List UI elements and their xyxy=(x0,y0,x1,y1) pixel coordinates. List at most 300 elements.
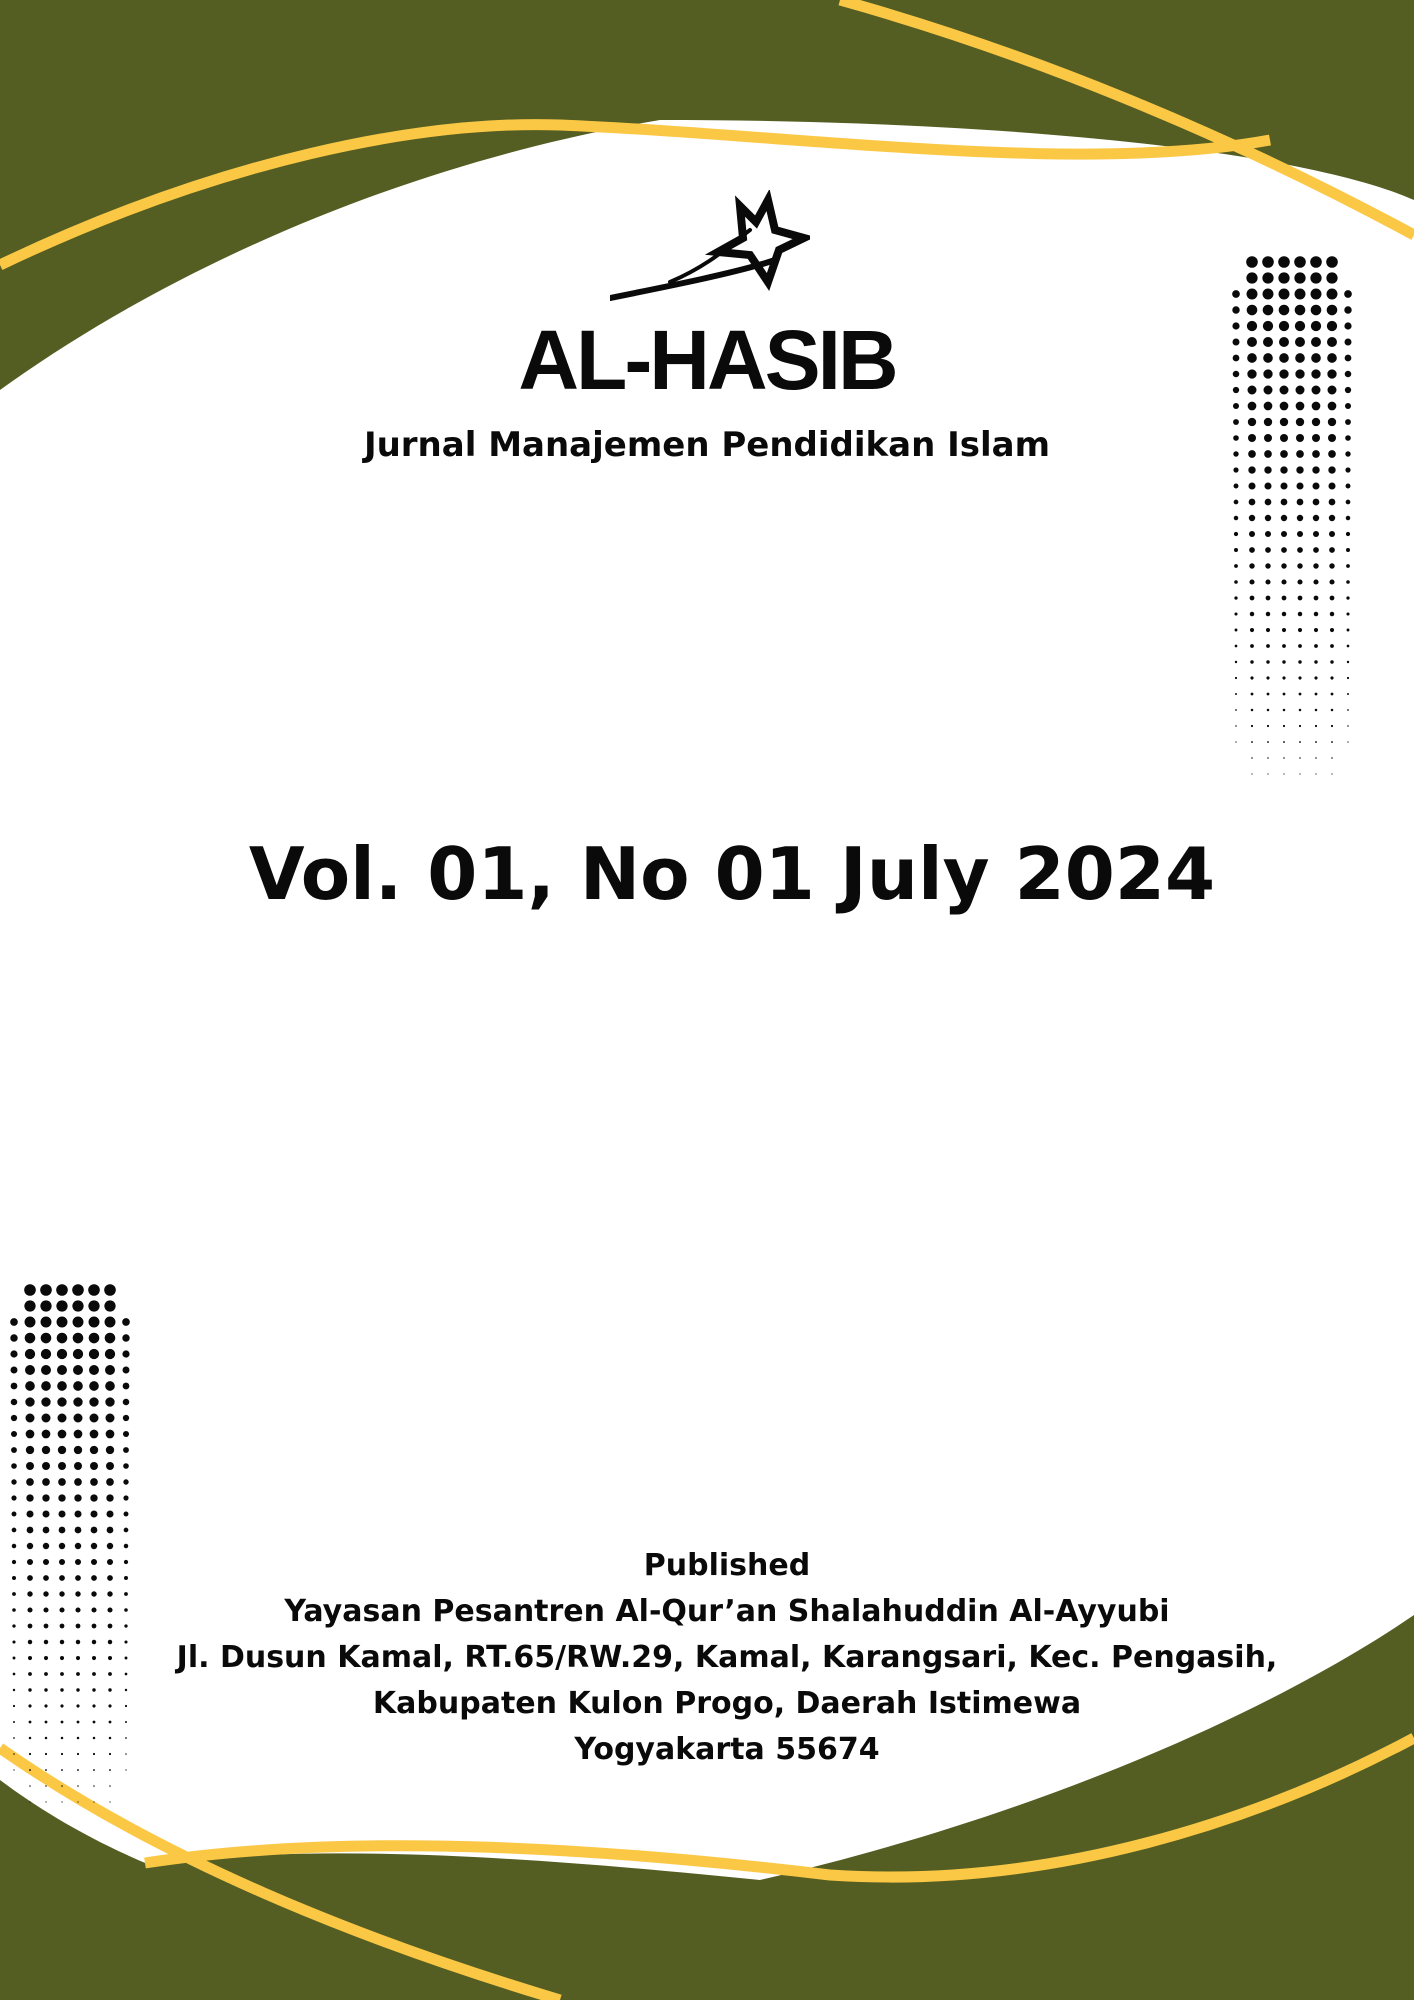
halftone-dot xyxy=(1310,256,1322,268)
halftone-dot xyxy=(1294,256,1306,268)
halftone-dot xyxy=(1282,676,1285,679)
halftone-dot xyxy=(1233,403,1239,409)
halftone-dot xyxy=(61,1785,63,1787)
halftone-dot xyxy=(1264,402,1273,411)
halftone-dot xyxy=(1329,579,1334,584)
halftone-dot xyxy=(123,1479,128,1484)
halftone-dot xyxy=(58,1462,66,1470)
halftone-dot xyxy=(57,1397,66,1406)
halftone-dot xyxy=(1246,272,1257,283)
halftone-dot xyxy=(109,1785,111,1787)
halftone-dot xyxy=(1281,563,1286,568)
halftone-dot xyxy=(88,1300,99,1311)
halftone-dot xyxy=(26,1494,33,1501)
publisher-heading: Published xyxy=(643,1548,811,1583)
halftone-dot xyxy=(1266,628,1270,632)
halftone-dot xyxy=(1313,547,1319,553)
halftone-dot xyxy=(106,1414,115,1423)
halftone-dot xyxy=(1297,547,1303,553)
halftone-dot xyxy=(1298,644,1302,648)
halftone-dot xyxy=(1250,596,1255,601)
halftone-dot xyxy=(1267,757,1269,759)
halftone-dot xyxy=(41,1317,52,1328)
halftone-dot xyxy=(106,1494,113,1501)
halftone-dot xyxy=(1310,272,1321,283)
halftone-dot xyxy=(1278,272,1289,283)
halftone-dot xyxy=(1297,515,1303,521)
halftone-dot xyxy=(57,1381,67,1391)
halftone-dot xyxy=(1283,757,1285,759)
publisher-address-line-1: Jl. Dusun Kamal, RT.65/RW.29, Kamal, Karangsari, Kec. Pengasih, xyxy=(176,1640,1278,1675)
halftone-dot xyxy=(1264,482,1271,489)
halftone-dot xyxy=(1326,256,1338,268)
halftone-dot xyxy=(1267,773,1268,774)
halftone-dot xyxy=(1344,290,1352,298)
halftone-dot xyxy=(1250,644,1254,648)
halftone-dot xyxy=(1330,660,1333,663)
halftone-dot xyxy=(90,1494,97,1501)
halftone-dot xyxy=(29,1801,30,1802)
halftone-dot xyxy=(41,1397,50,1406)
halftone-dot xyxy=(90,1510,97,1517)
halftone-dot xyxy=(1294,272,1305,283)
halftone-dot xyxy=(1282,612,1286,616)
halftone-dot xyxy=(1295,289,1306,300)
halftone-dot xyxy=(89,1333,100,1344)
halftone-dot xyxy=(124,1528,129,1533)
halftone-dot xyxy=(1313,499,1320,506)
halftone-dot xyxy=(77,1785,79,1787)
halftone-dot xyxy=(1250,612,1254,616)
halftone-dot xyxy=(1313,579,1318,584)
halftone-dot xyxy=(11,1495,16,1500)
halftone-dot xyxy=(1235,645,1238,648)
halftone-dot xyxy=(1314,612,1318,616)
halftone-dot xyxy=(1251,709,1254,712)
halftone-dot xyxy=(1346,564,1350,568)
halftone-dot xyxy=(74,1446,82,1454)
halftone-dot xyxy=(1282,596,1287,601)
halftone-dot xyxy=(1297,563,1302,568)
halftone-dot xyxy=(1251,693,1254,696)
halftone-dot xyxy=(1345,403,1351,409)
halftone-dot xyxy=(11,1447,17,1453)
publisher-name: Yayasan Pesantren Al-Qur’an Shalahuddin Al-Ayyubi xyxy=(284,1594,1170,1629)
halftone-dot xyxy=(1250,660,1253,663)
volume-issue-date: Vol. 01, No 01 July 2024 xyxy=(248,832,1216,916)
halftone-dot xyxy=(1283,709,1286,712)
halftone-dot xyxy=(1346,532,1350,536)
halftone-dot xyxy=(25,1397,34,1406)
halftone-dot xyxy=(1329,531,1335,537)
halftone-dot xyxy=(1347,725,1349,727)
halftone-dot xyxy=(1313,563,1318,568)
halftone-dot xyxy=(1312,482,1319,489)
halftone-dot xyxy=(26,1414,35,1423)
halftone-dot xyxy=(41,1381,51,1391)
halftone-dot xyxy=(1315,709,1318,712)
halftone-dot xyxy=(41,1349,51,1359)
halftone-dot xyxy=(1283,693,1286,696)
halftone-dot xyxy=(58,1494,65,1501)
halftone-dot xyxy=(105,1349,115,1359)
halftone-dot xyxy=(1314,644,1318,648)
halftone-dot xyxy=(1265,547,1271,553)
halftone-dot xyxy=(74,1478,82,1486)
halftone-dot xyxy=(90,1414,99,1423)
halftone-dot xyxy=(1330,676,1333,679)
halftone-dot xyxy=(1248,466,1255,473)
halftone-dot xyxy=(1251,741,1253,743)
halftone-dot xyxy=(1265,563,1270,568)
halftone-dot xyxy=(1232,290,1240,298)
halftone-dot xyxy=(1247,289,1258,300)
halftone-dot xyxy=(25,1381,35,1391)
halftone-dot xyxy=(1235,661,1237,663)
halftone-dot xyxy=(11,1399,18,1406)
halftone-dot xyxy=(1235,725,1237,727)
halftone-dot xyxy=(105,1365,115,1375)
halftone-dot xyxy=(75,1527,82,1534)
halftone-dot xyxy=(73,1365,83,1375)
halftone-dot xyxy=(73,1349,83,1359)
halftone-dot xyxy=(1250,676,1253,679)
halftone-dot xyxy=(1250,628,1254,632)
halftone-dot xyxy=(1344,306,1351,313)
halftone-dot xyxy=(1312,402,1321,411)
halftone-dot xyxy=(1251,773,1252,774)
halftone-dot xyxy=(58,1446,66,1454)
halftone-dot xyxy=(41,1333,52,1344)
halftone-dot xyxy=(106,1510,113,1517)
halftone-dot xyxy=(1345,467,1350,472)
halftone-dot xyxy=(73,1317,84,1328)
halftone-dot xyxy=(1298,660,1301,663)
halftone-dot xyxy=(43,1527,50,1534)
halftone-dot xyxy=(107,1527,114,1534)
halftone-dot xyxy=(1282,660,1285,663)
halftone-dot xyxy=(1248,402,1257,411)
halftone-dot xyxy=(1311,305,1322,316)
halftone-dot xyxy=(25,1317,36,1328)
halftone-dot xyxy=(124,1512,129,1517)
halftone-dot xyxy=(1331,757,1333,759)
halftone-dot xyxy=(1235,709,1237,711)
halftone-dot xyxy=(1346,580,1350,584)
halftone-dot xyxy=(1329,515,1335,521)
halftone-dot xyxy=(1265,499,1272,506)
halftone-dot xyxy=(89,1317,100,1328)
halftone-dot xyxy=(106,1478,114,1486)
halftone-dot xyxy=(1248,482,1255,489)
halftone-dot xyxy=(1281,515,1287,521)
halftone-dot xyxy=(1280,466,1287,473)
halftone-dot xyxy=(58,1478,66,1486)
halftone-dot xyxy=(1299,773,1300,774)
halftone-dot xyxy=(57,1317,68,1328)
halftone-dot xyxy=(72,1300,83,1311)
halftone-dot xyxy=(10,1350,17,1357)
halftone-dot xyxy=(1328,466,1335,473)
halftone-dot xyxy=(1315,693,1318,696)
halftone-dot xyxy=(58,1430,67,1439)
halftone-dot xyxy=(1282,628,1286,632)
halftone-dot xyxy=(1235,693,1237,695)
halftone-dot xyxy=(1249,499,1256,506)
halftone-dot xyxy=(1330,644,1334,648)
halftone-dot xyxy=(73,1333,84,1344)
halftone-dot xyxy=(1346,516,1350,520)
halftone-dot xyxy=(1327,305,1338,316)
halftone-dot xyxy=(11,1415,17,1421)
halftone-dot xyxy=(29,1785,31,1787)
halftone-dot xyxy=(1265,515,1271,521)
halftone-dot xyxy=(1315,773,1316,774)
halftone-dot xyxy=(91,1527,98,1534)
halftone-dot xyxy=(1311,289,1322,300)
halftone-dot xyxy=(1233,467,1238,472)
halftone-dot xyxy=(12,1512,17,1517)
halftone-dot xyxy=(1249,563,1254,568)
halftone-dot xyxy=(1347,741,1348,742)
halftone-dot xyxy=(88,1284,100,1296)
halftone-dot xyxy=(1298,596,1303,601)
halftone-dot xyxy=(74,1414,83,1423)
halftone-dot xyxy=(1347,693,1349,695)
halftone-dot xyxy=(1329,547,1335,553)
halftone-dot xyxy=(57,1365,67,1375)
halftone-dot xyxy=(1298,612,1302,616)
halftone-dot xyxy=(26,1430,35,1439)
halftone-dot xyxy=(1251,725,1253,727)
shooting-star-icon xyxy=(610,190,810,310)
halftone-dot xyxy=(1327,289,1338,300)
halftone-dot xyxy=(77,1801,78,1802)
halftone-dot xyxy=(1235,629,1238,632)
halftone-dot xyxy=(26,1510,33,1517)
halftone-dot xyxy=(1234,516,1238,520)
halftone-dot xyxy=(1279,289,1290,300)
halftone-dot xyxy=(90,1478,98,1486)
halftone-dot xyxy=(89,1397,98,1406)
halftone-dot xyxy=(109,1801,110,1802)
publisher-address-line-2: Kabupaten Kulon Progo, Daerah Istimewa xyxy=(372,1686,1082,1721)
halftone-dot xyxy=(25,1349,35,1359)
halftone-dot xyxy=(1347,629,1350,632)
halftone-dot xyxy=(1247,305,1258,316)
halftone-dot xyxy=(24,1284,36,1296)
halftone-dot xyxy=(57,1349,67,1359)
halftone-dot xyxy=(42,1430,51,1439)
halftone-dot xyxy=(1347,661,1349,663)
halftone-dot xyxy=(1282,644,1286,648)
halftone-dot xyxy=(1312,466,1319,473)
halftone-dot xyxy=(45,1785,47,1787)
halftone-dot xyxy=(1347,677,1349,679)
halftone-dot xyxy=(1296,466,1303,473)
halftone-dot xyxy=(45,1801,46,1802)
halftone-dot xyxy=(56,1300,67,1311)
halftone-dot xyxy=(1234,532,1238,536)
journal-logo-name: AL-HASIB xyxy=(518,313,896,407)
halftone-dot xyxy=(123,1399,130,1406)
halftone-dot xyxy=(1314,596,1319,601)
halftone-dot xyxy=(1234,548,1238,552)
halftone-dot xyxy=(93,1801,94,1802)
halftone-dot xyxy=(1281,531,1287,537)
halftone-dot xyxy=(11,1367,18,1374)
halftone-dot xyxy=(1315,725,1317,727)
halftone-dot xyxy=(11,1431,17,1437)
halftone-dot xyxy=(1299,709,1302,712)
halftone-dot xyxy=(1234,564,1238,568)
halftone-dot xyxy=(1280,482,1287,489)
halftone-dot xyxy=(73,1381,83,1391)
halftone-dot xyxy=(1328,402,1337,411)
halftone-dot xyxy=(1331,773,1332,774)
halftone-dot xyxy=(106,1446,114,1454)
halftone-dot xyxy=(123,1431,129,1437)
halftone-dot xyxy=(61,1801,62,1802)
halftone-dot xyxy=(1279,305,1290,316)
halftone-dot xyxy=(123,1383,130,1390)
halftone-dot xyxy=(1347,709,1349,711)
halftone-dot xyxy=(1234,484,1239,489)
halftone-dot xyxy=(89,1349,99,1359)
halftone-dot xyxy=(1313,531,1319,537)
halftone-dot xyxy=(26,1446,34,1454)
halftone-dot xyxy=(10,1334,17,1341)
halftone-dot xyxy=(25,1333,36,1344)
halftone-dot xyxy=(1283,725,1285,727)
halftone-dot xyxy=(1281,499,1288,506)
halftone-dot xyxy=(93,1785,95,1787)
halftone-dot xyxy=(1298,676,1301,679)
halftone-dot xyxy=(1326,272,1337,283)
halftone-dot xyxy=(105,1317,116,1328)
halftone-dot xyxy=(26,1478,34,1486)
halftone-dot xyxy=(42,1478,50,1486)
halftone-dot xyxy=(1266,596,1271,601)
halftone-dot xyxy=(1295,305,1306,316)
halftone-dot xyxy=(1251,757,1253,759)
halftone-dot xyxy=(1234,596,1237,599)
halftone-dot xyxy=(90,1462,98,1470)
halftone-dot xyxy=(1262,256,1274,268)
halftone-dot xyxy=(1331,741,1333,743)
halftone-dot xyxy=(1263,289,1274,300)
halftone-dot xyxy=(57,1333,68,1344)
halftone-dot xyxy=(59,1527,66,1534)
halftone-dot xyxy=(58,1414,67,1423)
halftone-dot xyxy=(74,1462,82,1470)
halftone-dot xyxy=(1299,693,1302,696)
halftone-dot xyxy=(1346,484,1351,489)
halftone-dot xyxy=(1313,515,1319,521)
halftone-dot xyxy=(105,1397,114,1406)
halftone-dot xyxy=(89,1381,99,1391)
halftone-dot xyxy=(1267,693,1270,696)
halftone-dot xyxy=(1314,628,1318,632)
halftone-dot xyxy=(74,1510,81,1517)
halftone-dot xyxy=(1299,741,1301,743)
halftone-dot xyxy=(1346,612,1349,615)
halftone-dot xyxy=(123,1415,129,1421)
halftone-dot xyxy=(1297,579,1302,584)
halftone-dot xyxy=(41,1365,51,1375)
publisher-address-line-3: Yogyakarta 55674 xyxy=(574,1732,880,1767)
halftone-dot xyxy=(1314,676,1317,679)
halftone-dot xyxy=(1315,757,1317,759)
halftone-dot xyxy=(58,1510,65,1517)
halftone-dot xyxy=(1314,660,1317,663)
halftone-dot xyxy=(90,1446,98,1454)
halftone-dot xyxy=(1330,596,1335,601)
journal-subtitle: Jurnal Manajemen Pendidikan Islam xyxy=(363,425,1051,465)
halftone-dot xyxy=(72,1284,84,1296)
halftone-dot xyxy=(1280,402,1289,411)
halftone-dot xyxy=(1265,579,1270,584)
halftone-dot xyxy=(1330,612,1334,616)
halftone-dot xyxy=(1278,256,1290,268)
halftone-dot xyxy=(26,1462,34,1470)
halftone-dot xyxy=(12,1528,17,1533)
halftone-dot xyxy=(1330,628,1334,632)
halftone-dot xyxy=(1234,500,1239,505)
halftone-dot xyxy=(123,1495,128,1500)
halftone-dot xyxy=(24,1300,35,1311)
halftone-dot xyxy=(1296,482,1303,489)
halftone-dot xyxy=(1235,741,1236,742)
halftone-dot xyxy=(1235,677,1237,679)
halftone-dot xyxy=(40,1284,52,1296)
halftone-dot xyxy=(122,1318,130,1326)
halftone-dot xyxy=(1232,306,1239,313)
halftone-dot xyxy=(42,1446,50,1454)
halftone-dot xyxy=(1249,547,1255,553)
halftone-dot xyxy=(74,1494,81,1501)
halftone-dot xyxy=(11,1383,18,1390)
halftone-dot xyxy=(1329,499,1336,506)
halftone-dot xyxy=(1331,693,1334,696)
halftone-dot xyxy=(1265,531,1271,537)
halftone-dot xyxy=(90,1430,99,1439)
halftone-dot xyxy=(1346,548,1350,552)
halftone-dot xyxy=(1328,482,1335,489)
halftone-dot xyxy=(122,1350,129,1357)
halftone-dot xyxy=(1263,305,1274,316)
halftone-dot xyxy=(1297,531,1303,537)
halftone-dot xyxy=(1283,773,1284,774)
halftone-dot xyxy=(1299,757,1301,759)
halftone-dot xyxy=(1262,272,1273,283)
halftone-dot xyxy=(123,1447,129,1453)
halftone-dot xyxy=(74,1430,83,1439)
halftone-dot xyxy=(123,1367,130,1374)
halftone-dot xyxy=(1249,579,1254,584)
halftone-dot xyxy=(10,1318,18,1326)
halftone-dot xyxy=(73,1397,82,1406)
halftone-dot xyxy=(1267,709,1270,712)
halftone-dot xyxy=(1267,741,1269,743)
halftone-dot xyxy=(1296,402,1305,411)
halftone-dot xyxy=(25,1365,35,1375)
halftone-dot xyxy=(105,1333,116,1344)
halftone-dot xyxy=(1266,612,1270,616)
halftone-dot xyxy=(122,1334,129,1341)
halftone-dot xyxy=(1234,580,1238,584)
halftone-dot xyxy=(1298,628,1302,632)
